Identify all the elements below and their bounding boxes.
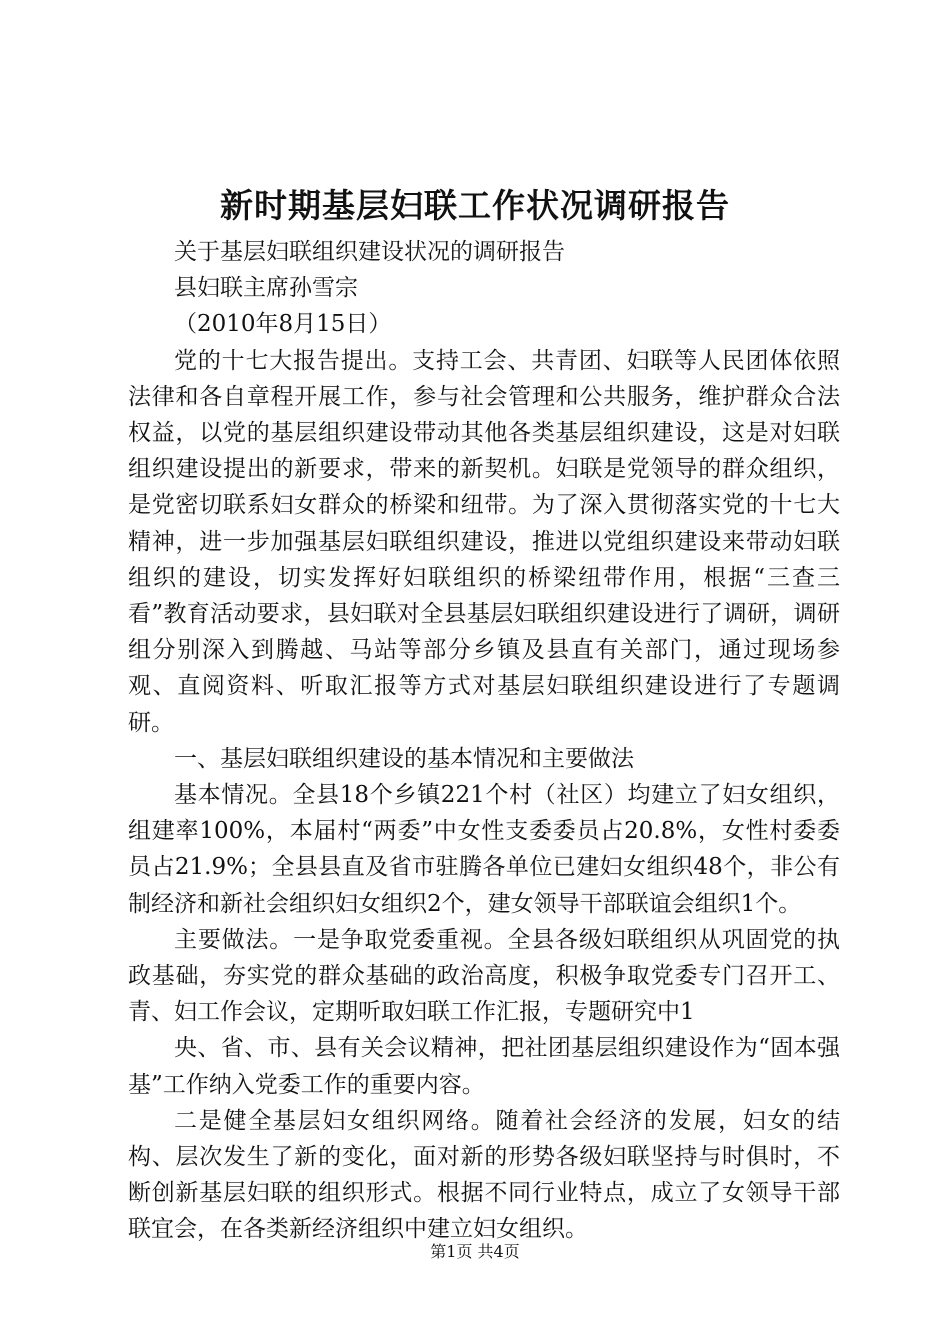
network-paragraph: 二是健全基层妇女组织网络。随着社会经济的发展，妇女的结构、层次发生了新的变化，面对新的形势各级妇联坚持与时俱时，不断创新基层妇联的组织形式。根据不同行业特点，成立了女领导干部联宜会，在各类新经济组织中建立妇女组织。 — [128, 1107, 840, 1243]
section-heading: 一、基层妇联组织建设的基本情况和主要做法 — [174, 745, 634, 772]
document-title: 新时期基层妇联工作状况调研报告 — [220, 186, 730, 225]
date-paragraph: （2010年8月15日） — [174, 311, 392, 338]
continuation-paragraph: 央、省、市、县有关会议精神，把社团基层组织建设作为“固本强基”工作纳入党委工作的重要内容。 — [128, 1035, 840, 1098]
subtitle-paragraph: 关于基层妇联组织建设状况的调研报告 — [174, 239, 565, 265]
main-practices-paragraph: 主要做法。一是争取党委重视。全县各级妇联组织从巩固党的执政基础，夯实党的群众基础的政治高度，积极争取党委专门召开工、青、妇工作会议，定期听取妇联工作汇报，专题研究中1 — [128, 926, 840, 1026]
page-indicator: 第1页 共4页 — [430, 1242, 520, 1261]
document-body — [128, 234, 840, 1248]
intro-paragraph: 党的十七大报告提出。支持工会、共青团、妇联等人民团体依照法律和各自章程开展工作，参与社会管理和公共服务，维护群众合法权益，以党的基层组织建设带动其他各类基层组织建设，这是对妇联组织建设提出的新要求，带来的新契机。妇联是党领导的群众组织，是党密切联系妇女群众的桥梁和纽带。为了深入贯彻落实党的十七大精神，进一步加强基层妇联组织建设，推进以党组织建设来带动妇联组织的建设，切实发挥好妇联组织的桥梁纽带作用，根据“三查三看”教育活动要求，县妇联对全县基层妇联组织建设进行了调研，调研组分别深入到腾越、马站等部分乡镇及县直有关部门，通过现场参观、直阅资料、听取汇报等方式对基层妇联组织建设进行了专题调研。 — [128, 347, 840, 736]
author-paragraph: 县妇联主席孙雪宗 — [174, 275, 358, 302]
basic-situation-paragraph: 基本情况。全县18个乡镇221个村（社区）均建立了妇女组织，组建率100%，本届村“两委”中女性支委委员占20.8%，女性村委委员占21.9%；全县县直及省市驻腾各单位已建妇女组织48个，非公有制经济和新社会组织妇女组织2个，建女领导干部联谊会组织1个。 — [128, 782, 840, 917]
